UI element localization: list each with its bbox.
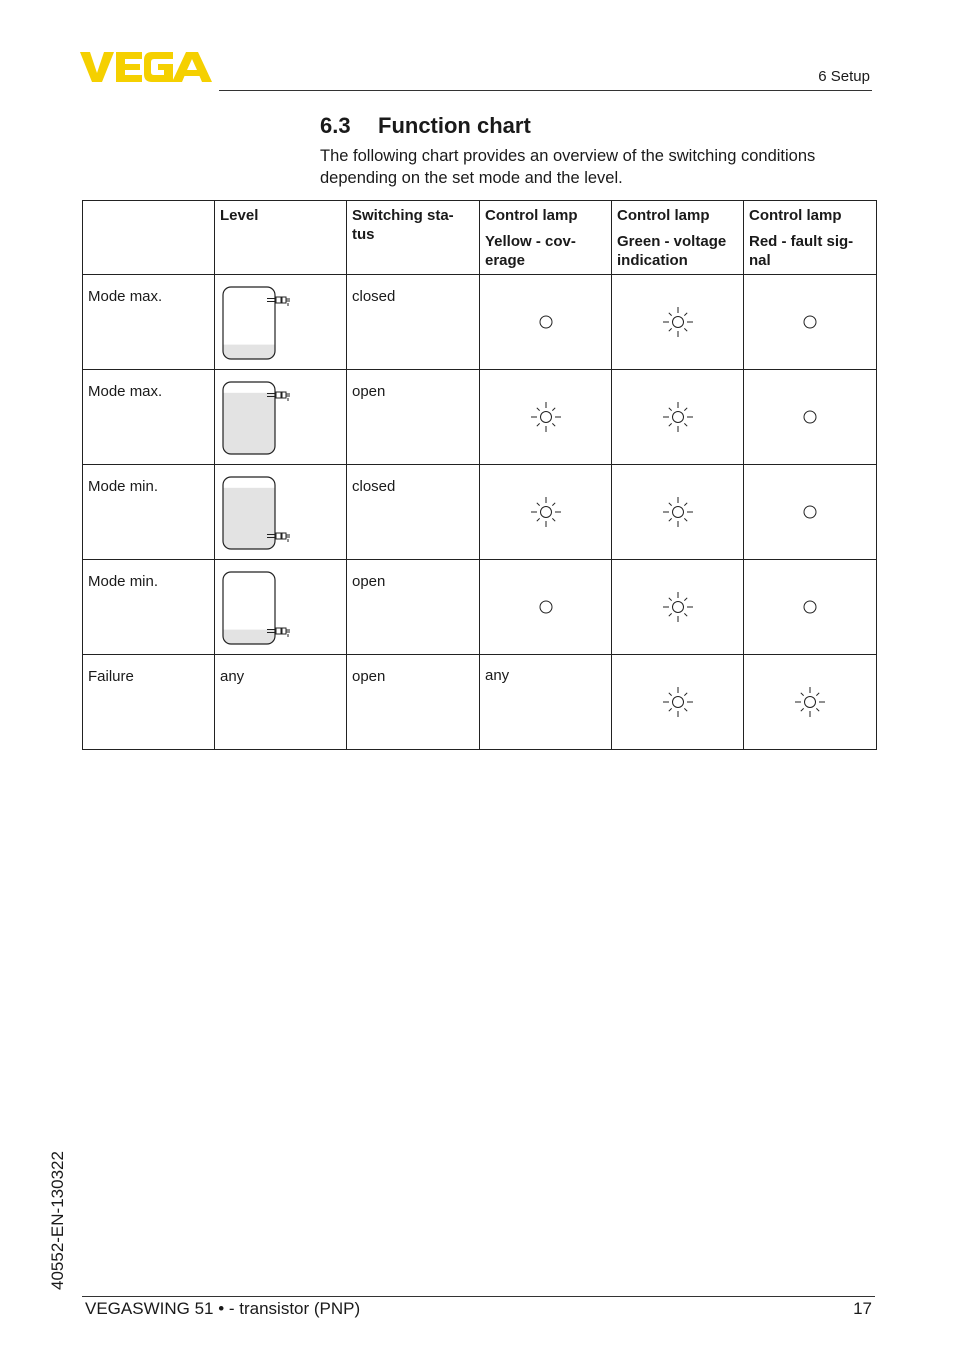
red-lamp-cell [744,560,877,655]
vega-logo [80,51,212,83]
lamp-on-icon [529,495,563,529]
footer-product: VEGASWING 51 • - transistor (PNP) [85,1299,361,1318]
table-header-row [83,201,877,275]
lamp-on-icon [661,495,695,529]
mode-cell: Mode min. [83,465,215,560]
medium-fill [223,393,275,454]
vessel-level-icon [219,568,293,648]
red-lamp-subtitle: Red - fault sig- nal [749,233,854,269]
yellow-lamp-cell [480,370,612,465]
level-cell [215,560,347,655]
footer-rule [82,1296,875,1297]
yellow-lamp-cell [480,275,612,370]
mode-cell: Mode min. [83,560,215,655]
green-lamp-subtitle: Green - voltage indication [617,233,727,269]
vessel-level-icon [219,378,293,458]
mode-cell: Failure [83,655,215,750]
yellow-lamp-cell [480,465,612,560]
lamp-off-icon [793,400,827,434]
header-yellow-lamp [480,201,612,275]
level-cell [215,465,347,560]
section-heading [320,113,531,139]
medium-fill [223,345,275,359]
green-lamp-cell [612,655,744,750]
lamp-on-icon [661,400,695,434]
lamp-on-icon [793,685,827,719]
yellow-lamp-title: Control lamp [485,207,578,224]
mode-cell: Mode max. [83,370,215,465]
mode-cell: Mode max. [83,275,215,370]
yellow-lamp-subtitle: Yellow - cov- erage [485,233,576,269]
lamp-on-icon [661,590,695,624]
green-lamp-title: Control lamp [617,207,710,224]
switching-status-cell: open [347,560,480,655]
table-row [83,655,877,750]
medium-fill [223,488,275,549]
vibration-sensor-icon [267,297,290,306]
header-mode [83,201,215,275]
switching-status-cell: open [347,370,480,465]
section-title: Function chart [378,113,531,138]
header-switching-status: Switching sta- tus [347,201,480,275]
green-lamp-cell [612,370,744,465]
red-lamp-cell [744,655,877,750]
section-number: 6.3 [320,113,351,138]
function-chart-table [82,200,877,750]
lamp-off-icon [529,590,563,624]
lamp-on-icon [529,400,563,434]
red-lamp-cell [744,275,877,370]
green-lamp-cell [612,465,744,560]
switching-status-cell: open [347,655,480,750]
header-red-lamp [744,201,877,275]
yellow-lamp-cell [480,560,612,655]
lamp-off-icon [793,305,827,339]
red-lamp-title: Control lamp [749,207,842,224]
document-code: 40552-EN-130322 [48,1151,67,1290]
lamp-on-icon [661,685,695,719]
section-label: 6 Setup [818,68,870,85]
yellow-lamp-cell: any [480,655,612,750]
switching-status-cell: closed [347,275,480,370]
level-cell: any [215,655,347,750]
header-level: Level [215,201,347,275]
header-rule [219,90,872,91]
red-lamp-cell [744,465,877,560]
footer-page-number: 17 [853,1299,872,1318]
lamp-on-icon [661,305,695,339]
green-lamp-cell [612,560,744,655]
table-row [83,275,877,370]
table-row [83,560,877,655]
level-cell [215,275,347,370]
level-cell [215,370,347,465]
lamp-off-icon [529,305,563,339]
lamp-off-icon [793,495,827,529]
red-lamp-cell [744,370,877,465]
table-row [83,465,877,560]
green-lamp-cell [612,275,744,370]
vessel-level-icon [219,283,293,363]
vessel-level-icon [219,473,293,553]
lamp-off-icon [793,590,827,624]
table-row [83,370,877,465]
switching-status-cell: closed [347,465,480,560]
intro-paragraph: The following chart provides an overview of the switching conditions depending on the set mode and the level. [320,147,816,187]
medium-fill [223,630,275,644]
header-green-lamp [612,201,744,275]
